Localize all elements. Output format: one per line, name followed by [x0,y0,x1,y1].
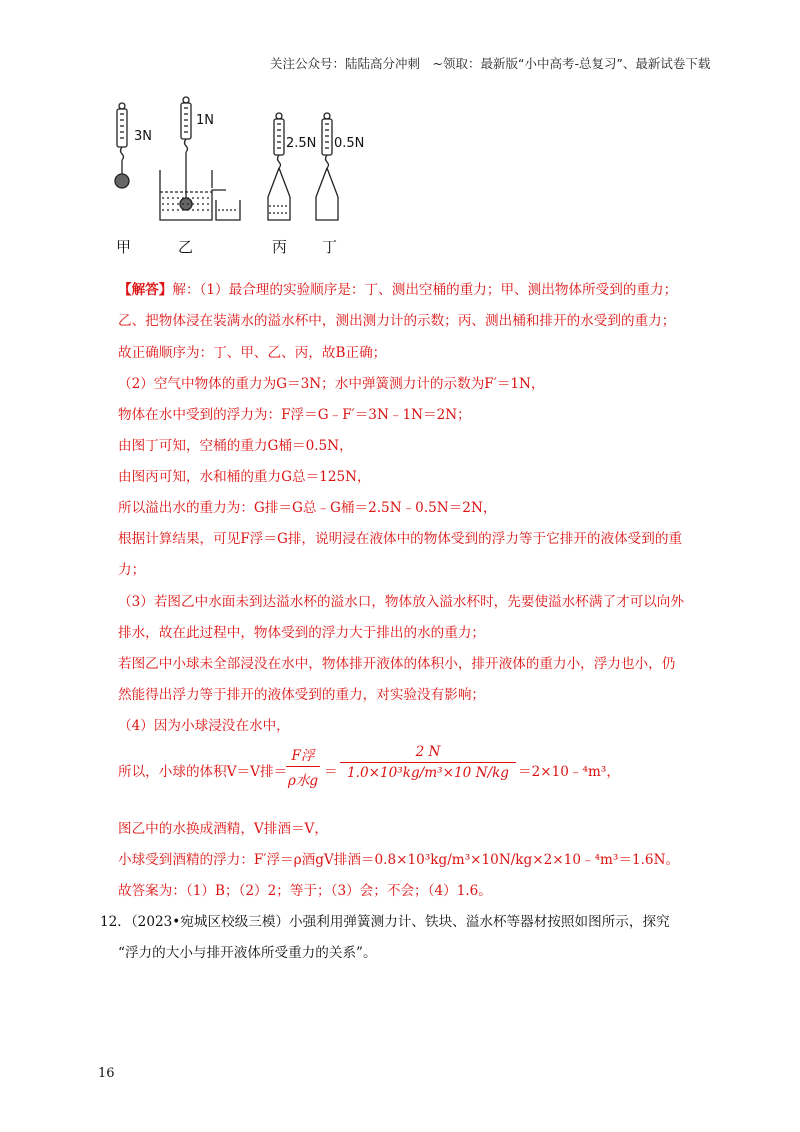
solution-line: 小球受到酒精的浮力：F′浮＝ρ酒gV排酒＝0.8×10³kg/m³×10N/kg×2×10﹣⁴m³＝1.6N。 [118,852,680,868]
page-number: 16 [98,1066,115,1081]
solution-line: 【解答】解：（1）最合理的实验顺序是：丁、测出空桶的重力；甲、测出物体所受到的重力； [118,282,678,298]
reading-bing: 2.5N [286,136,317,151]
formula-prefix: 所以，小球的体积V＝V排＝ [118,764,288,780]
solution-line: 由图丁可知，空桶的重力G桶＝0.5N， [118,438,353,454]
solution-line: 由图丙可知，水和桶的重力G总＝125N， [118,469,371,485]
reading-ding: 0.5N [334,136,365,151]
figure-label-jia: 甲 [116,238,132,256]
solution-line: 故正确顺序为：丁、甲、乙、丙，故B正确； [118,345,387,361]
question-12-line: 12．（2023•宛城区校级三模）小强利用弹簧测力计、铁块、溢水杯等器材按照如图所示，探究 [100,914,670,930]
solution-line: 然能得出浮力等于排开的液体受到的重力，对实验没有影响； [118,687,486,703]
solution-line: 所以溢出水的重力为：G排＝G总﹣G桶＝2.5N﹣0.5N＝2N， [118,500,497,516]
solution-line: 图乙中的水换成酒精，V排酒＝V， [118,821,328,837]
solution-line: 排水，故在此过程中，物体受到的浮力大于排出的水的重力； [118,625,486,641]
question-12-line: “浮力的大小与排开液体所受重力的关系”。 [118,945,377,961]
reading-jia: 3N [134,129,152,144]
solution-line: 力； [118,562,146,578]
fraction-2: 2 N 1.0×10³kg/m³×10 N/kg [340,744,516,781]
solution-line: （4）因为小球浸没在水中， [118,718,290,734]
solution-line: 若图乙中小球未全部浸没在水中，物体排开液体的体积小，排开液体的重力小，浮力也小，仍 [118,656,676,672]
figure-label-bing: 丙 [272,238,288,256]
experiment-figure [100,92,365,262]
reading-yi: 1N [196,113,214,128]
solution-line: 物体在水中受到的浮力为：F浮＝G﹣F′＝3N﹣1N＝2N； [118,407,471,423]
scale-jia [115,103,129,188]
figure-label-yi: 乙 [178,238,194,256]
solution-line: 乙、把物体浸在装满水的溢水杯中，测出测力计的示数；丙、测出桶和排开的水受到的重力； [118,313,676,329]
solution-line: （2）空气中物体的重力为G＝3N；水中弹簧测力计的示数为F′＝1N， [118,376,545,392]
page-header: 关注公众号：陆陆高分冲刺 ~领取：最新版“小中高考-总复习”、最新试卷下载 [270,56,711,71]
scale-ding [316,113,338,220]
figure-label-ding: 丁 [322,238,338,256]
solution-tag: 【解答】 [118,282,173,298]
solution-line: （3）若图乙中水面未到达溢水杯的溢水口，物体放入溢水杯时，先要使溢水杯满了才可以向外 [118,594,684,610]
answer-line: 故答案为：（1）B；（2）2；等于；（3）会；不会；（4）1.6。 [118,883,492,899]
solution-line: 根据计算结果，可见F浮＝G排，说明浸在液体中的物体受到的浮力等于它排开的液体受到的重 [118,531,683,547]
formula-result: ＝2×10﹣⁴m³， [518,764,620,780]
scale-bing [268,113,290,220]
fraction-1: F浮 ρ水g [287,748,319,789]
